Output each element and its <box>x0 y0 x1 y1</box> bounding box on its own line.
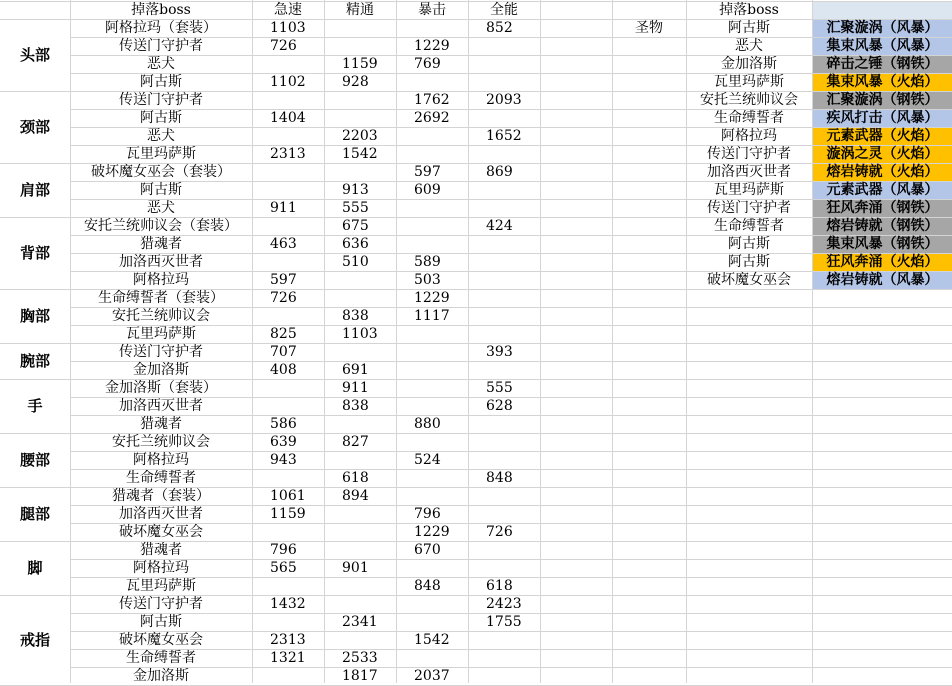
gear-slot-label: 胸部 <box>0 290 70 343</box>
relic-boss-cell[interactable]: 传送门守护者 <box>707 200 791 216</box>
haste-cell[interactable]: 943 <box>270 452 297 468</box>
crit-cell[interactable]: 1762 <box>414 92 450 108</box>
boss-name-cell[interactable]: 金加洛斯（套装） <box>105 380 217 396</box>
column-header[interactable]: 急速 <box>274 2 302 18</box>
crit-cell[interactable]: 769 <box>414 56 441 72</box>
mastery-cell[interactable]: 2203 <box>342 128 378 144</box>
crit-cell[interactable]: 1117 <box>414 308 450 324</box>
mastery-cell[interactable]: 838 <box>342 398 369 414</box>
crit-cell[interactable]: 670 <box>414 542 441 558</box>
column-header[interactable]: 掉落boss <box>131 2 191 18</box>
crit-cell[interactable]: 597 <box>414 164 441 180</box>
mastery-cell[interactable]: 894 <box>342 488 369 504</box>
relic-boss-cell[interactable]: 瓦里玛萨斯 <box>714 74 784 90</box>
boss-name-cell[interactable]: 安托兰统帅议会 <box>112 434 210 450</box>
mastery-cell[interactable]: 928 <box>342 74 369 90</box>
mastery-cell[interactable]: 827 <box>342 434 369 450</box>
haste-cell[interactable]: 639 <box>270 434 297 450</box>
mastery-cell[interactable]: 1817 <box>342 668 378 684</box>
boss-name-cell[interactable]: 破坏魔女巫会 <box>119 524 203 540</box>
boss-name-cell[interactable]: 安托兰统帅议会 <box>112 308 210 324</box>
haste-cell[interactable]: 726 <box>270 290 297 306</box>
column-header[interactable]: 暴击 <box>418 2 446 18</box>
boss-name-cell[interactable]: 生命缚誓者 <box>126 650 196 666</box>
haste-cell[interactable]: 463 <box>270 236 297 252</box>
vers-cell[interactable]: 852 <box>486 20 513 36</box>
mastery-cell[interactable]: 1103 <box>342 326 378 342</box>
boss-name-cell[interactable]: 阿古斯 <box>140 74 182 90</box>
vers-cell[interactable]: 2093 <box>486 92 522 108</box>
boss-name-cell[interactable]: 安托兰统帅议会（套装） <box>84 218 238 234</box>
haste-cell[interactable]: 707 <box>270 344 297 360</box>
relic-boss-cell[interactable]: 生命缚誓者 <box>714 218 784 234</box>
boss-name-cell[interactable]: 破坏魔女巫会（套装） <box>91 164 231 180</box>
haste-cell[interactable]: 1061 <box>270 488 306 504</box>
haste-cell[interactable]: 1321 <box>270 650 306 666</box>
gear-slot-label: 戒指 <box>0 596 70 685</box>
haste-cell[interactable]: 2313 <box>270 146 306 162</box>
haste-cell[interactable]: 1432 <box>270 596 306 612</box>
haste-cell[interactable]: 796 <box>270 542 297 558</box>
haste-cell[interactable]: 1102 <box>270 74 306 90</box>
vers-cell[interactable]: 869 <box>486 164 513 180</box>
mastery-cell[interactable]: 901 <box>342 560 369 576</box>
mastery-cell[interactable]: 555 <box>342 200 369 216</box>
gear-slot-label: 脚 <box>0 542 70 595</box>
boss-name-cell[interactable]: 瓦里玛萨斯 <box>126 146 196 162</box>
mastery-cell[interactable]: 1542 <box>342 146 378 162</box>
relic-cell[interactable]: 狂风奔涌（火焰） <box>813 254 952 271</box>
relic-boss-cell[interactable]: 瓦里玛萨斯 <box>714 182 784 198</box>
gear-slot-label: 头部 <box>0 20 70 91</box>
relic-boss-header[interactable]: 掉落boss <box>719 2 779 18</box>
relic-cell[interactable]: 汇聚漩涡（风暴） <box>813 20 952 37</box>
crit-cell[interactable]: 848 <box>414 578 441 594</box>
haste-cell[interactable]: 408 <box>270 362 297 378</box>
crit-cell[interactable]: 524 <box>414 452 441 468</box>
crit-cell[interactable]: 1229 <box>414 38 450 54</box>
relic-cell[interactable]: 汇聚漩涡（钢铁） <box>813 92 952 109</box>
boss-name-cell[interactable]: 加洛西灭世者 <box>119 506 203 522</box>
crit-cell[interactable]: 589 <box>414 254 441 270</box>
mastery-cell[interactable]: 691 <box>342 362 369 378</box>
relic-boss-cell[interactable]: 金加洛斯 <box>721 56 777 72</box>
boss-name-cell[interactable]: 猎魂者 <box>140 542 182 558</box>
vers-cell[interactable]: 1652 <box>486 128 522 144</box>
boss-name-cell[interactable]: 恶犬 <box>147 128 175 144</box>
boss-name-cell[interactable]: 传送门守护者 <box>119 596 203 612</box>
crit-cell[interactable]: 503 <box>414 272 441 288</box>
mastery-cell[interactable]: 2533 <box>342 650 378 666</box>
mastery-cell[interactable]: 911 <box>342 380 369 396</box>
relic-section-label[interactable]: 圣物 <box>635 20 663 36</box>
vers-cell[interactable]: 848 <box>486 470 513 486</box>
crit-cell[interactable]: 2037 <box>414 668 450 684</box>
relic-boss-cell[interactable]: 生命缚誓者 <box>714 110 784 126</box>
boss-name-cell[interactable]: 生命缚誓者（套装） <box>98 290 224 306</box>
relic-cell[interactable]: 熔岩铸就（风暴） <box>813 272 952 289</box>
gear-slot-label: 颈部 <box>0 92 70 163</box>
boss-name-cell[interactable]: 猎魂者（套装） <box>112 488 210 504</box>
boss-name-cell[interactable]: 加洛西灭世者 <box>119 254 203 270</box>
boss-name-cell[interactable]: 传送门守护者 <box>119 92 203 108</box>
grid-col-line <box>612 0 613 683</box>
relic-boss-cell[interactable]: 传送门守护者 <box>707 146 791 162</box>
relic-cell[interactable]: 集束风暴（火焰） <box>813 74 952 91</box>
relic-cell[interactable]: 碎击之锤（钢铁） <box>813 56 952 73</box>
haste-cell[interactable]: 2313 <box>270 632 306 648</box>
boss-name-cell[interactable]: 金加洛斯 <box>133 668 189 684</box>
boss-name-cell[interactable]: 传送门守护者 <box>119 344 203 360</box>
haste-cell[interactable]: 825 <box>270 326 297 342</box>
mastery-cell[interactable]: 838 <box>342 308 369 324</box>
vers-cell[interactable]: 2423 <box>486 596 522 612</box>
relic-cell[interactable]: 熔岩铸就（钢铁） <box>813 218 952 235</box>
vers-cell[interactable]: 726 <box>486 524 513 540</box>
boss-name-cell[interactable]: 阿格拉玛 <box>133 272 189 288</box>
relic-cell[interactable]: 狂风奔涌（钢铁） <box>813 200 952 217</box>
vers-cell[interactable]: 424 <box>486 218 513 234</box>
boss-name-cell[interactable]: 阿格拉玛 <box>133 452 189 468</box>
haste-cell[interactable]: 1103 <box>270 20 306 36</box>
relic-cell[interactable]: 漩涡之灵（火焰） <box>813 146 952 163</box>
vers-cell[interactable]: 1755 <box>486 614 522 630</box>
boss-name-cell[interactable]: 瓦里玛萨斯 <box>126 326 196 342</box>
gear-slot-label: 背部 <box>0 218 70 289</box>
haste-cell[interactable]: 1159 <box>270 506 306 522</box>
crit-cell[interactable]: 609 <box>414 182 441 198</box>
relic-cell[interactable]: 熔岩铸就（火焰） <box>813 164 952 181</box>
mastery-cell[interactable]: 913 <box>342 182 369 198</box>
mastery-cell[interactable]: 675 <box>342 218 369 234</box>
boss-name-cell[interactable]: 瓦里玛萨斯 <box>126 578 196 594</box>
boss-name-cell[interactable]: 金加洛斯 <box>133 362 189 378</box>
boss-name-cell[interactable]: 生命缚誓者 <box>126 470 196 486</box>
mastery-cell[interactable]: 636 <box>342 236 369 252</box>
relic-cell[interactable]: 元素武器（风暴） <box>813 182 952 199</box>
haste-cell[interactable]: 586 <box>270 416 297 432</box>
haste-cell[interactable]: 726 <box>270 38 297 54</box>
relic-cell[interactable]: 元素武器（火焰） <box>813 128 952 145</box>
relic-boss-cell[interactable]: 加洛西灭世者 <box>707 164 791 180</box>
boss-name-cell[interactable]: 阿古斯 <box>140 110 182 126</box>
column-header[interactable]: 全能 <box>490 2 518 18</box>
mastery-cell[interactable]: 1159 <box>342 56 378 72</box>
mastery-cell[interactable]: 2341 <box>342 614 378 630</box>
relic-boss-cell[interactable]: 破坏魔女巫会 <box>707 272 791 288</box>
gear-slot-label: 肩部 <box>0 164 70 217</box>
boss-name-cell[interactable]: 传送门守护者 <box>119 38 203 54</box>
relic-header-band <box>813 2 952 19</box>
haste-cell[interactable]: 911 <box>270 200 297 216</box>
haste-cell[interactable]: 1404 <box>270 110 306 126</box>
vers-cell[interactable]: 628 <box>486 398 513 414</box>
relic-boss-cell[interactable]: 阿古斯 <box>728 20 770 36</box>
haste-cell[interactable]: 565 <box>270 560 297 576</box>
crit-cell[interactable]: 1229 <box>414 290 450 306</box>
relic-boss-cell[interactable]: 阿古斯 <box>728 236 770 252</box>
relic-cell[interactable]: 疾风打击（风暴） <box>813 110 952 127</box>
column-header[interactable]: 精通 <box>346 2 374 18</box>
gear-slot-label: 腕部 <box>0 344 70 379</box>
boss-name-cell[interactable]: 破坏魔女巫会 <box>119 632 203 648</box>
vers-cell[interactable]: 618 <box>486 578 513 594</box>
gear-slot-label: 手 <box>0 380 70 433</box>
relic-cell[interactable]: 集束风暴（风暴） <box>813 38 952 55</box>
relic-cell[interactable]: 集束风暴（钢铁） <box>813 236 952 253</box>
boss-name-cell[interactable]: 恶犬 <box>147 56 175 72</box>
crit-cell[interactable]: 796 <box>414 506 441 522</box>
relic-boss-cell[interactable]: 阿古斯 <box>728 254 770 270</box>
boss-name-cell[interactable]: 阿古斯 <box>140 182 182 198</box>
gear-slot-label: 腿部 <box>0 488 70 541</box>
boss-name-cell[interactable]: 恶犬 <box>147 200 175 216</box>
boss-name-cell[interactable]: 猎魂者 <box>140 236 182 252</box>
crit-cell[interactable]: 1229 <box>414 524 450 540</box>
haste-cell[interactable]: 597 <box>270 272 297 288</box>
boss-name-cell[interactable]: 阿古斯 <box>140 614 182 630</box>
vers-cell[interactable]: 393 <box>486 344 513 360</box>
boss-name-cell[interactable]: 阿格拉玛 <box>133 560 189 576</box>
boss-name-cell[interactable]: 猎魂者 <box>140 416 182 432</box>
crit-cell[interactable]: 2692 <box>414 110 450 126</box>
crit-cell[interactable]: 880 <box>414 416 441 432</box>
mastery-cell[interactable]: 618 <box>342 470 369 486</box>
relic-boss-cell[interactable]: 恶犬 <box>735 38 763 54</box>
relic-boss-cell[interactable]: 安托兰统帅议会 <box>700 92 798 108</box>
boss-name-cell[interactable]: 阿格拉玛（套装） <box>105 20 217 36</box>
vers-cell[interactable]: 555 <box>486 380 513 396</box>
boss-name-cell[interactable]: 加洛西灭世者 <box>119 398 203 414</box>
crit-cell[interactable]: 1542 <box>414 632 450 648</box>
relic-boss-cell[interactable]: 阿格拉玛 <box>721 128 777 144</box>
mastery-cell[interactable]: 510 <box>342 254 369 270</box>
gear-slot-label: 腰部 <box>0 434 70 487</box>
